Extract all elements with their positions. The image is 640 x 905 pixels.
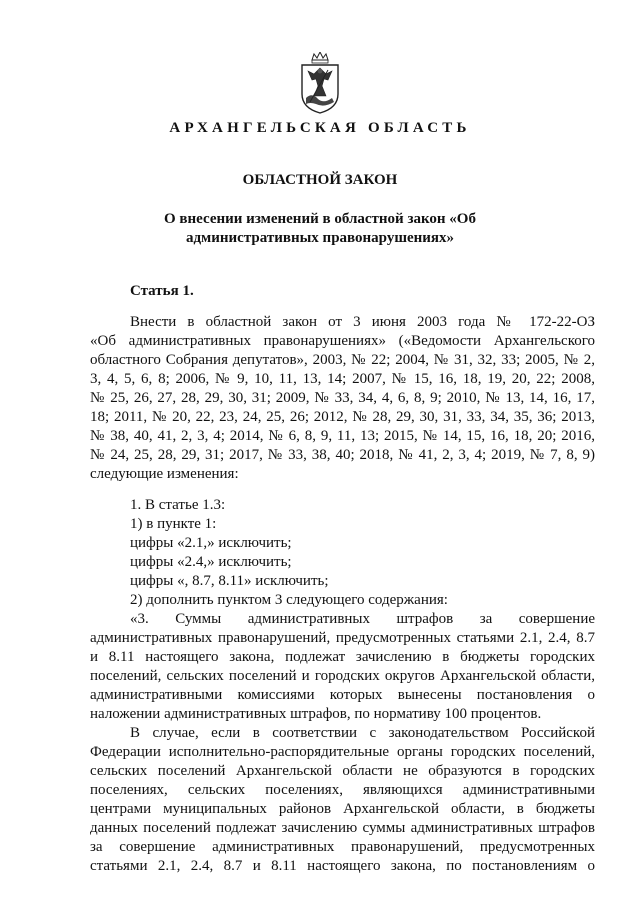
article-text-line: № 25, 26, 27, 28, 29, 30, 31; 2009, № 33, 34, 4, 6, 8, 9; 2010, № 13, 14, 16, 17,: [90, 390, 595, 406]
region-title: АРХАНГЕЛЬСКАЯ ОБЛАСТЬ: [169, 120, 471, 136]
case-paragraph-line: поселениях, сельских поселениях, являющихся административными: [90, 782, 595, 798]
case-paragraph-line: Федерации исполнительно-распорядительные органы городских поселений,: [90, 744, 595, 760]
law-type-heading: ОБЛАСТНОЙ ЗАКОН: [242, 172, 398, 188]
amendment-item: цифры «, 8.7, 8.11» исключить;: [130, 573, 329, 589]
article-heading: Статья 1.: [130, 283, 194, 299]
quoted-clause-line: и 8.11 настоящего закона, подлежат зачислению в бюджеты городских: [90, 649, 595, 665]
law-subject-heading: О внесении изменений в областной закон «Об административных правонарушениях»: [164, 211, 476, 246]
amendment-item: цифры «2.4,» исключить;: [130, 554, 292, 570]
case-paragraph-line: данных поселений подлежат зачислению суммы административных штрафов: [90, 820, 595, 836]
case-paragraph-line: за совершение административных правонарушений, предусмотренных: [90, 839, 595, 855]
article-text-line: Внести в областной закон от 3 июня 2003 года № 172-22-ОЗ: [130, 314, 595, 330]
quoted-clause-line: административных правонарушений, предусмотренных статьями 2.1, 2.4, 8.7: [90, 630, 595, 646]
case-paragraph-line: сельских поселений Архангельской области не образуются в городских: [90, 763, 595, 779]
quoted-clause-line: поселений, сельских поселений и городских округов Архангельской области,: [90, 668, 595, 684]
coat-of-arms-icon: [300, 52, 340, 114]
amendment-item: 2) дополнить пунктом 3 следующего содержания:: [130, 592, 448, 608]
article-text-line: 18; 2011, № 20, 22, 23, 24, 25, 26; 2012, № 28, 29, 30, 31, 33, 34, 35, 36; 2013,: [90, 409, 595, 425]
quoted-clause-line: «3. Суммы административных штрафов за совершение: [130, 611, 595, 627]
case-paragraph-line: центрами муниципальных районов Архангельской области, в бюджеты: [90, 801, 595, 817]
article-text-line: 3, 4, 5, 6, 8; 2006, № 9, 10, 11, 13, 14; 2007, № 15, 16, 18, 19, 20, 22; 2008,: [90, 371, 595, 387]
article-text-line: областного Собрания депутатов», 2003, № 22; 2004, № 31, 32, 33; 2005, № 2,: [90, 352, 595, 368]
amendment-item: 1) в пункте 1:: [130, 516, 217, 532]
article-text-line: «Об административных правонарушениях» («Ведомости Архангельского: [90, 333, 595, 349]
amendment-item: 1. В статье 1.3:: [130, 497, 226, 513]
quoted-clause-line: административными комиссиями которых вынесены постановления о: [90, 687, 595, 703]
article-text-line: следующие изменения:: [90, 466, 239, 482]
article-text-line: № 24, 25, 28, 29, 31; 2017, № 33, 38, 40; 2018, № 41, 2, 3, 4; 2019, № 7, 8, 9): [90, 447, 595, 463]
case-paragraph-line: статьями 2.1, 2.4, 8.7 и 8.11 настоящего закона, по постановлениям о: [90, 858, 595, 874]
quoted-clause-line: наложении административных штрафов, по нормативу 100 процентов.: [90, 706, 542, 722]
case-paragraph-line: В случае, если в соответствии с законодательством Российской: [130, 725, 595, 741]
article-text-line: № 38, 40, 41, 2, 3, 4; 2014, № 6, 8, 9, 11, 13; 2015, № 14, 15, 16, 18, 20; 2016,: [90, 428, 595, 444]
amendment-item: цифры «2.1,» исключить;: [130, 535, 292, 551]
